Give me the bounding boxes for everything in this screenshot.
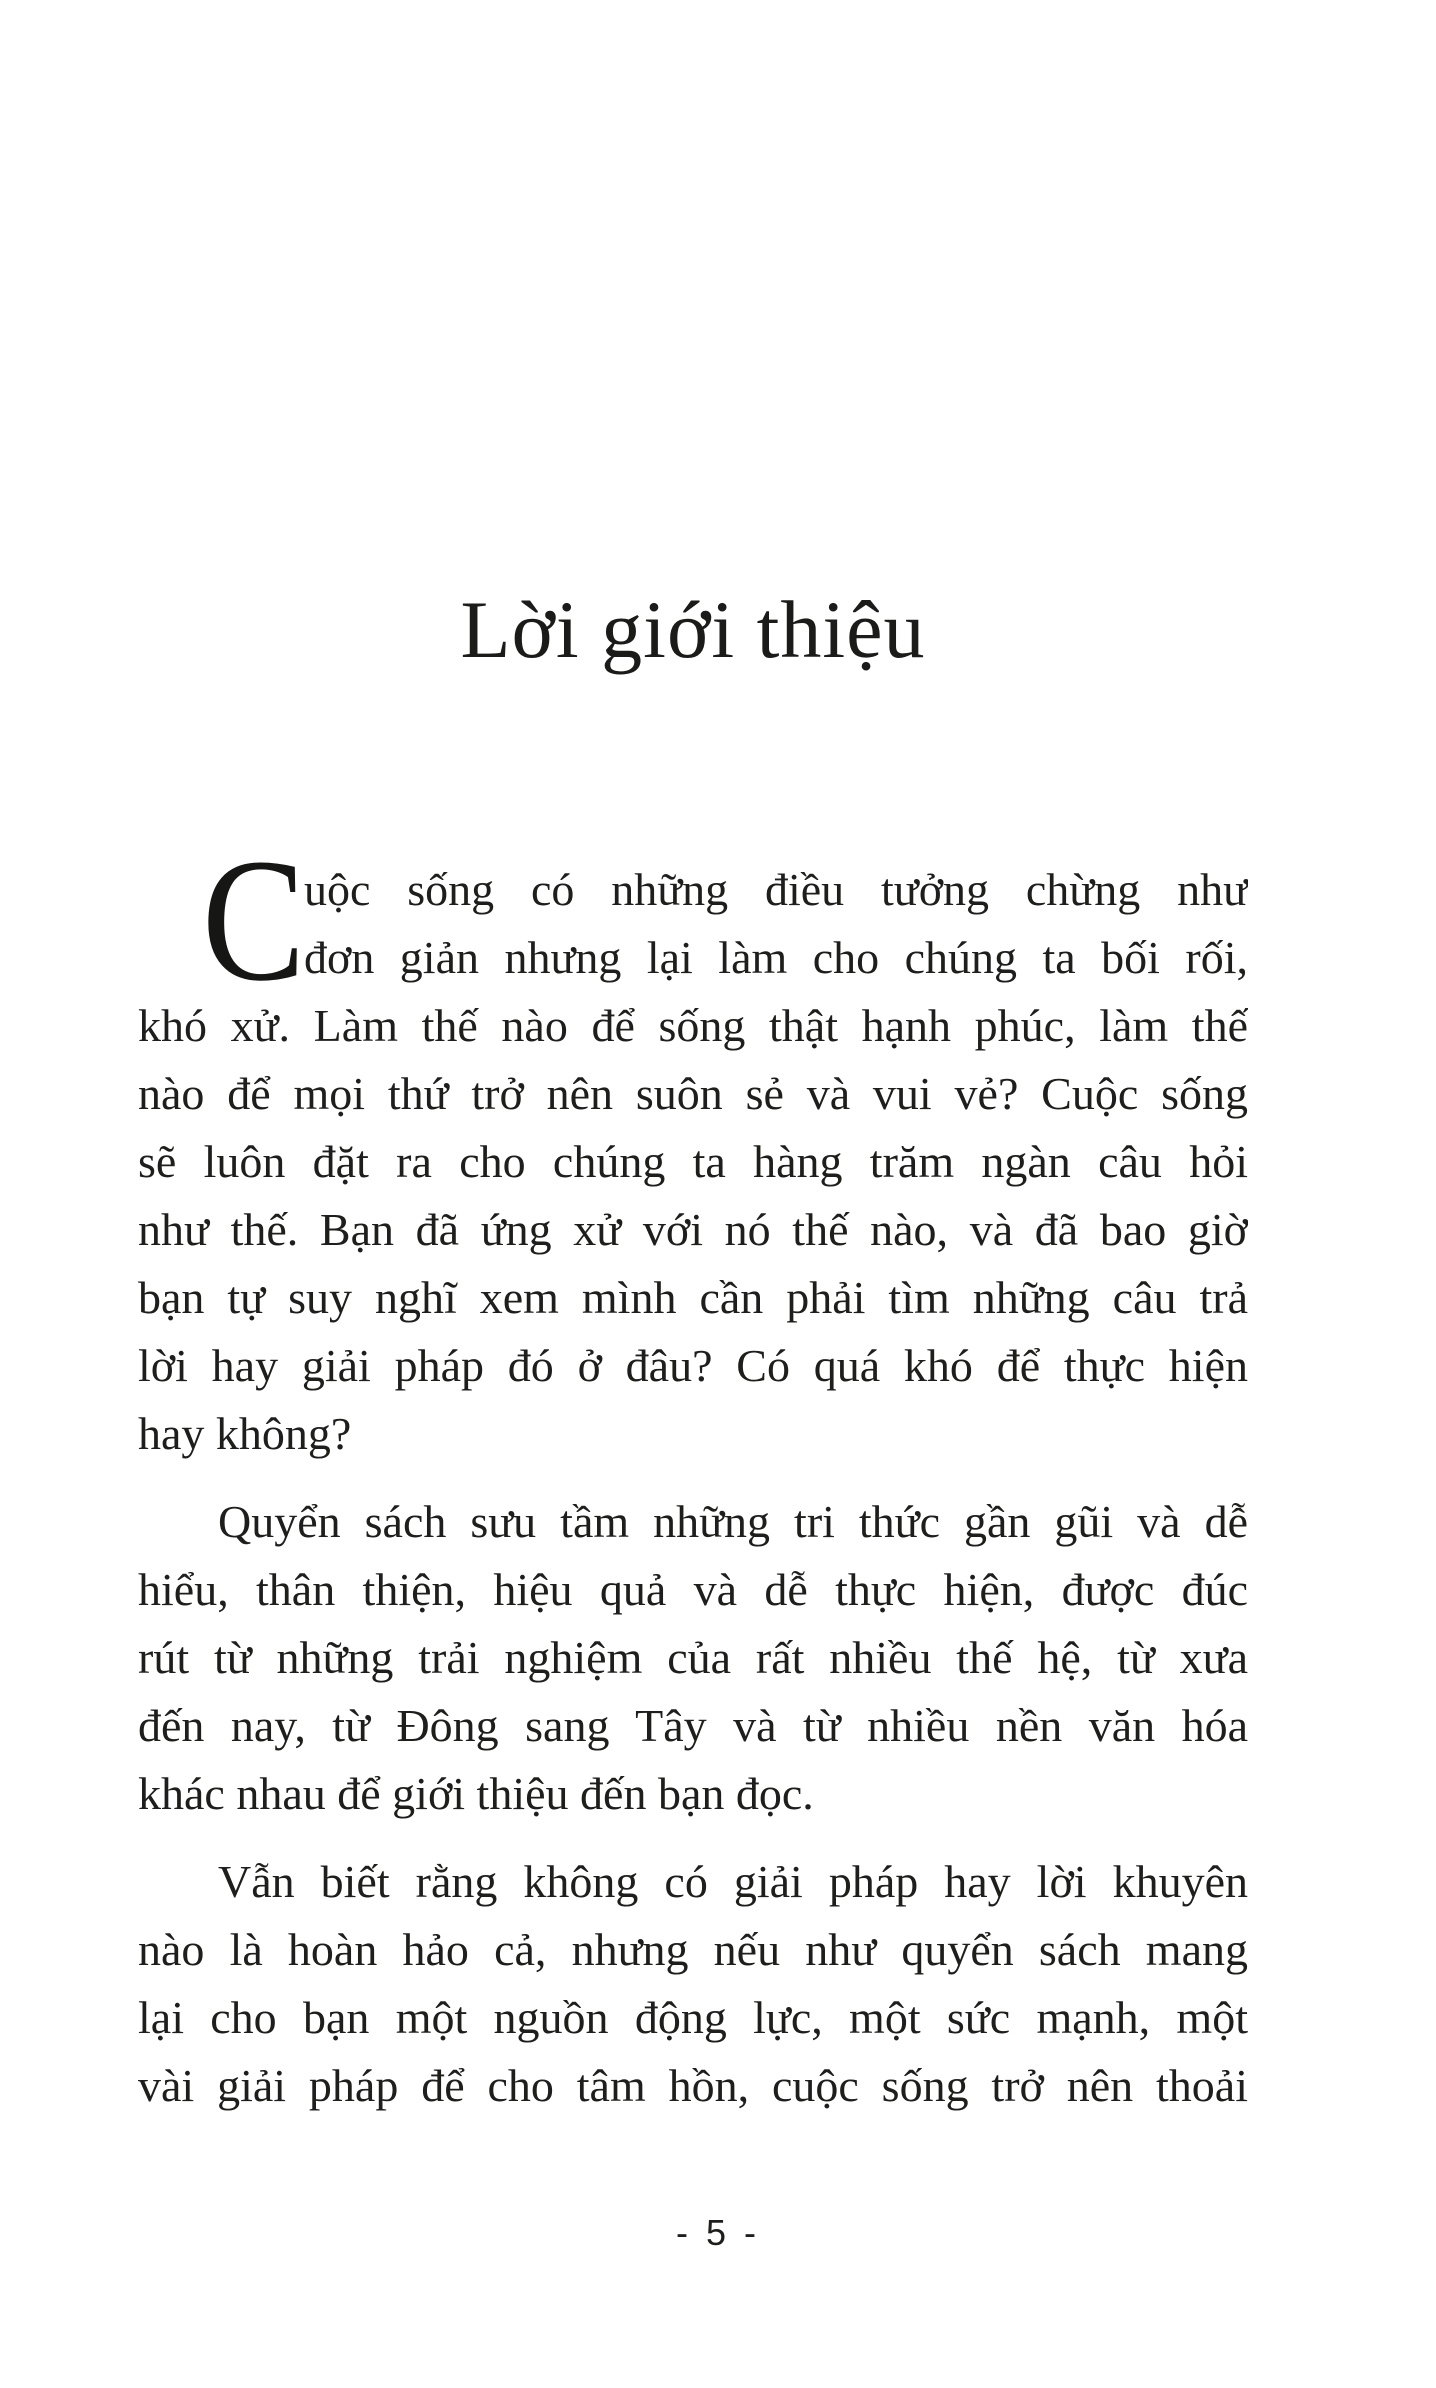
chapter-title: Lời giới thiệu: [460, 584, 926, 675]
text-line: như thế. Bạn đã ứng xử với nó thế nào, và đã bao giờ: [138, 1204, 1248, 1255]
text-line: hiểu, thân thiện, hiệu quả và dễ thực hiện, được đúc: [138, 1564, 1248, 1615]
text-line: rút từ những trải nghiệm của rất nhiều thế hệ, từ xưa: [138, 1632, 1248, 1683]
paragraph-2: [138, 1488, 1248, 1828]
text-line: sẽ luôn đặt ra cho chúng ta hàng trăm ngàn câu hỏi: [138, 1136, 1248, 1187]
page-number: - 5 -: [675, 2212, 760, 2253]
text-line: khác nhau để giới thiệu đến bạn đọc.: [138, 1768, 814, 1819]
body-text: [138, 823, 1248, 2120]
text-line: nào để mọi thứ trở nên suôn sẻ và vui vẻ? Cuộc sống: [138, 1068, 1248, 1119]
text-line: uộc sống có những điều tưởng chừng như: [304, 864, 1248, 915]
text-line: hay không?: [138, 1408, 352, 1459]
paragraph-3: [138, 1848, 1248, 2120]
text-line: Vẫn biết rằng không có giải pháp hay lời khuyên: [218, 1856, 1248, 1907]
text-line: lời hay giải pháp đó ở đâu? Có quá khó để thực hiện: [138, 1340, 1248, 1391]
text-line: Quyển sách sưu tầm những tri thức gần gũi và dễ: [218, 1496, 1248, 1547]
text-line: lại cho bạn một nguồn động lực, một sức mạnh, một: [138, 1992, 1248, 2043]
text-line: bạn tự suy nghĩ xem mình cần phải tìm những câu trả: [138, 1272, 1248, 1323]
text-line: đến nay, từ Đông sang Tây và từ nhiều nền văn hóa: [138, 1700, 1248, 1751]
text-line: vài giải pháp để cho tâm hồn, cuộc sống trở nên thoải: [138, 2060, 1248, 2111]
drop-cap-letter: C: [202, 823, 306, 1018]
text-line: đơn giản nhưng lại làm cho chúng ta bối rối,: [304, 932, 1248, 983]
text-line: khó xử. Làm thế nào để sống thật hạnh phúc, làm thế: [138, 1000, 1248, 1051]
paragraph-1: [138, 823, 1248, 1468]
text-line: nào là hoàn hảo cả, nhưng nếu như quyển sách mang: [138, 1924, 1248, 1975]
